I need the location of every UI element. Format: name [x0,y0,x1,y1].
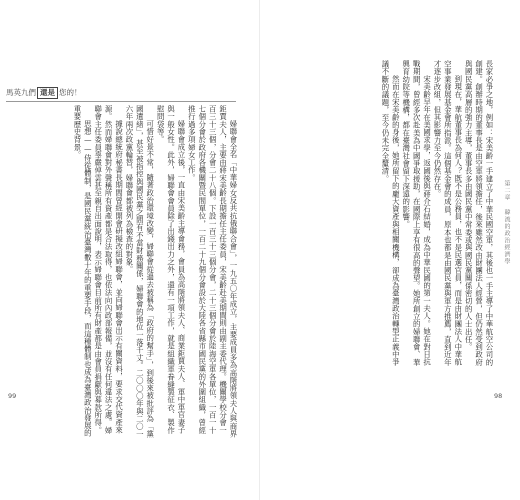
page-number-left: 99 [8,392,17,400]
left-paragraph-1: 婦聯會全名「中華婦女反共抗俄聯合會」，一九五〇年成立，主要成員多為高階將領夫人與商界鉅賈夫人，主要由蔣宋美齡長期擔任主任委員，宋美齡赴美期間則由副主委代理。機關學校分會一百三十三個，分會二十八個。下設一百三十三個分會，二十三個分會於陸海空軍各單位，一百一十七個分會於政府各機關暨民間單位，一百二十九個分會設於大陸各省縣市國民黨的外圍組織，曾經推行過多項婦女工作。 [187,105,238,438]
right-paragraph-3: 宋美齡早年在美國求學，返國後與蔣介石結婚，成為中華民國的第一夫人。她在對日抗戰期間，曾經多次赴美為中國爭取援助，在國際上享有很高的聲望。她所創立的婦聯會、華興育幼院等機構，都在臺灣社會留下深遠的影響。 [401,60,432,366]
running-head: 第二章 韓流的政治經濟學 [503,180,510,265]
header-rule [6,101,236,102]
chapter-header [6,86,82,100]
right-body-text [276,60,494,370]
left-paragraph-3: 可惜好景不常，隨著政治環境改變，婦聯會從過去被稱為「政府的幫手」，到後來被批評為「黨國遺緒」，甚至被指控與國民黨之間有不當財務關係，婦聯會的地位一落千丈。二〇〇〇年與二〇一六年兩次政黨輪替，婦聯會都被列為檢查的對象。 [124,105,155,438]
left-body-text [28,105,238,440]
header-suffix: 您的！ [59,88,82,97]
left-paragraph-4: 據說總統府秘書長期間曾經開會研擬改組婦聯會，並向婦聯會出示有關資料，要求交代資產來源。然而婦聯會對外聲稱所有資產都是合法取得，也依法向內政部報備，並沒有任何違法之處。婦聯會主任委員辜嚴倬雲甚至親自出面說明，表示婦聯會目前所有財產都是由會員捐獻與募款所得。 [93,105,124,434]
left-paragraph-5: 思想——侍從體制，是國民黨統治臺灣數十年的重要手段，而這種體制也成為臺灣政治發展的重要歷史背景。 [72,105,93,437]
right-paragraph-1: 長家必爭之地，例如：宋美齡一手建立了中華民國空軍，其後也一手主導了中華航空公司的創建。創辦時期的董事長是由空軍將領擔任，後來雖然改由財團法人經營，但仍然受到政府與國民黨高層的強力主導，董事長多由國民黨中常委或與國民黨關係密切的人士出任。 [464,60,494,366]
header-prefix: 馬英九們 [6,88,36,97]
right-paragraph-4: 然而在宋美齡的身後，她所留下的龐大資產與相關機構，卻成為臺灣政治轉型正義中爭議不斷的議題，至今仍未完全釐清。 [380,60,401,366]
right-paragraph-2: 到現在，華航董事長為何人？既不是公務員，也不是民選官員，而是由財團法人中華航空事業發展基金會所指派。這個基金會的成員，原本也都是由國民黨與軍方推薦，直到近年才逐步改組，但其影響力至今仍然存在。 [432,60,463,366]
right-page [260,0,520,500]
header-highlight: 還是 [37,87,58,99]
left-paragraph-2: 婦聯會成立後，一直由宋美齡主導會務，會員為高階將領夫人、商業鉅賈夫人、軍中軍官妻子與一般女性。此外，婦聯會會員除了出錢出力之外，還有一項工作，就是組織軍眷縫製征衣、製作慰問袋等。 [156,105,186,434]
page-number-right: 98 [494,392,503,400]
